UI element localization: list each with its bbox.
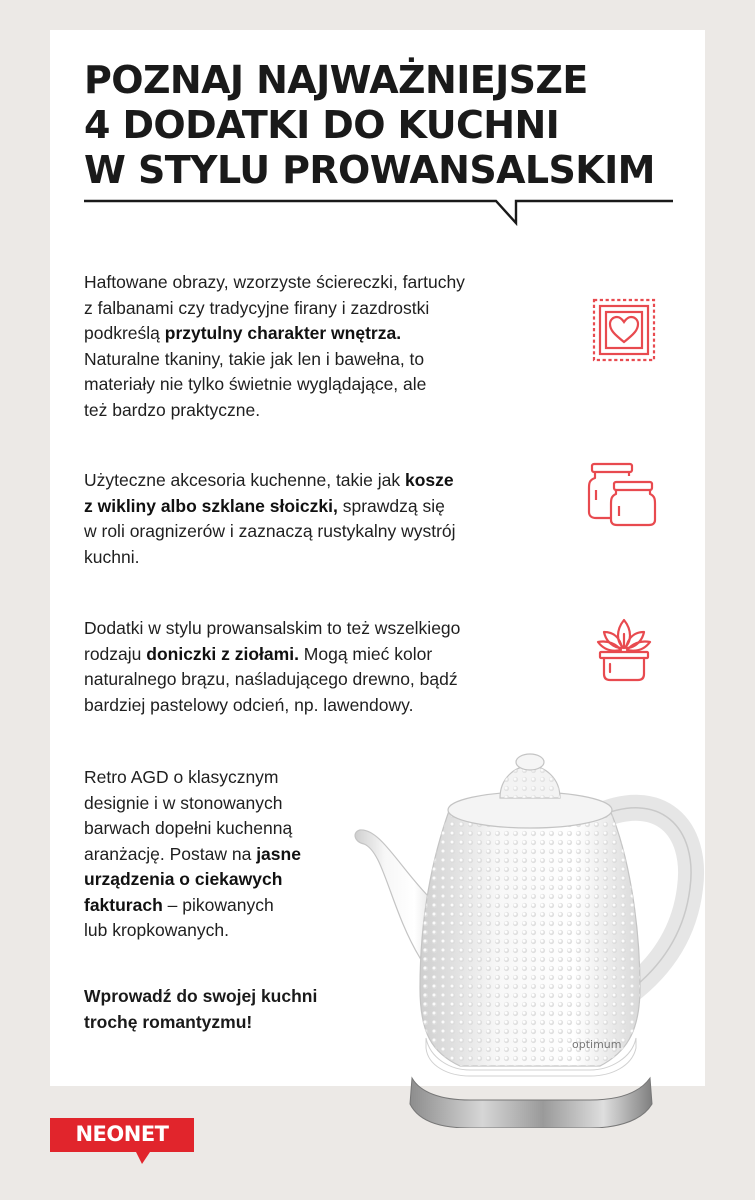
body-text: materiały nie tylko świetnie wyglądające, ale [84,374,427,394]
highlight-text: przytulny charakter wnętrza. [164,323,402,343]
highlight-text: kosze [405,470,454,490]
body-text: kuchni. [84,546,140,567]
body-text: sprawdzą się [337,495,445,516]
speech-bubble-divider [84,190,674,232]
highlight-text: fakturach [84,894,163,915]
body-text: Haftowane obrazy, wzorzyste ściereczki, fartuchy [84,272,465,292]
framed-heart-icon [590,296,658,364]
cta-line-2: trochę romantyzmu! [84,1011,253,1032]
body-text: w roli oragnizerów i zaznaczą rustykalny wystrój [84,521,456,541]
body-text: naturalnego brązu, naśladującego drewno, bądź [84,669,458,689]
section-accessories-text [84,468,554,570]
body-text: Użyteczne akcesoria kuchenne, takie jak [84,470,405,490]
section-textiles-text [84,270,554,423]
ceramic-kettle-image [340,748,720,1128]
cta-line-1: Wprowadź do swojej kuchni [84,986,318,1006]
body-text: podkreślą [84,323,165,343]
section-appliances-text [84,765,344,944]
neonet-logo-text: NEONET [75,1122,169,1146]
highlight-text: urządzenia o ciekawych [84,869,283,889]
jars-icon [586,460,662,528]
body-text: Retro AGD o klasycznym [84,767,279,787]
body-text: rodzaju [84,643,147,664]
body-text: Mogą mieć kolor [298,643,433,664]
potted-plant-icon [594,614,654,684]
highlight-text: doniczki z ziołami. [146,643,299,664]
highlight-text: jasne [256,843,301,864]
body-text: – pikowanych [162,894,274,915]
title-line-1: POZNAJ NAJWAŻNIEJSZE [84,58,588,102]
body-text: aranżację. Postaw na [84,843,257,864]
body-text: bardziej pastelowy odcień, np. lawendowy. [84,694,414,715]
body-text: barwach dopełni kuchenną [84,818,293,838]
body-text: też bardzo praktyczne. [84,399,261,420]
title-line-2: 4 DODATKI DO KUCHNI [84,103,560,147]
title-line-3: W STYLU PROWANSALSKIM [84,148,655,192]
kettle-brand-label: optimum [572,1038,622,1051]
body-text: Dodatki w stylu prowansalskim to też wszelkiego [84,618,461,638]
highlight-text: z wikliny albo szklane słoiczki, [84,495,338,516]
section-herbs-text [84,616,554,718]
call-to-action [84,984,317,1035]
body-text: designie i w stonowanych [84,792,283,813]
body-text: Naturalne tkaniny, takie jak len i bawełna, to [84,348,425,369]
body-text: z falbanami czy tradycyjne firany i zazdrostki [84,297,430,318]
page-title [84,58,684,193]
body-text: lub kropkowanych. [84,920,229,940]
